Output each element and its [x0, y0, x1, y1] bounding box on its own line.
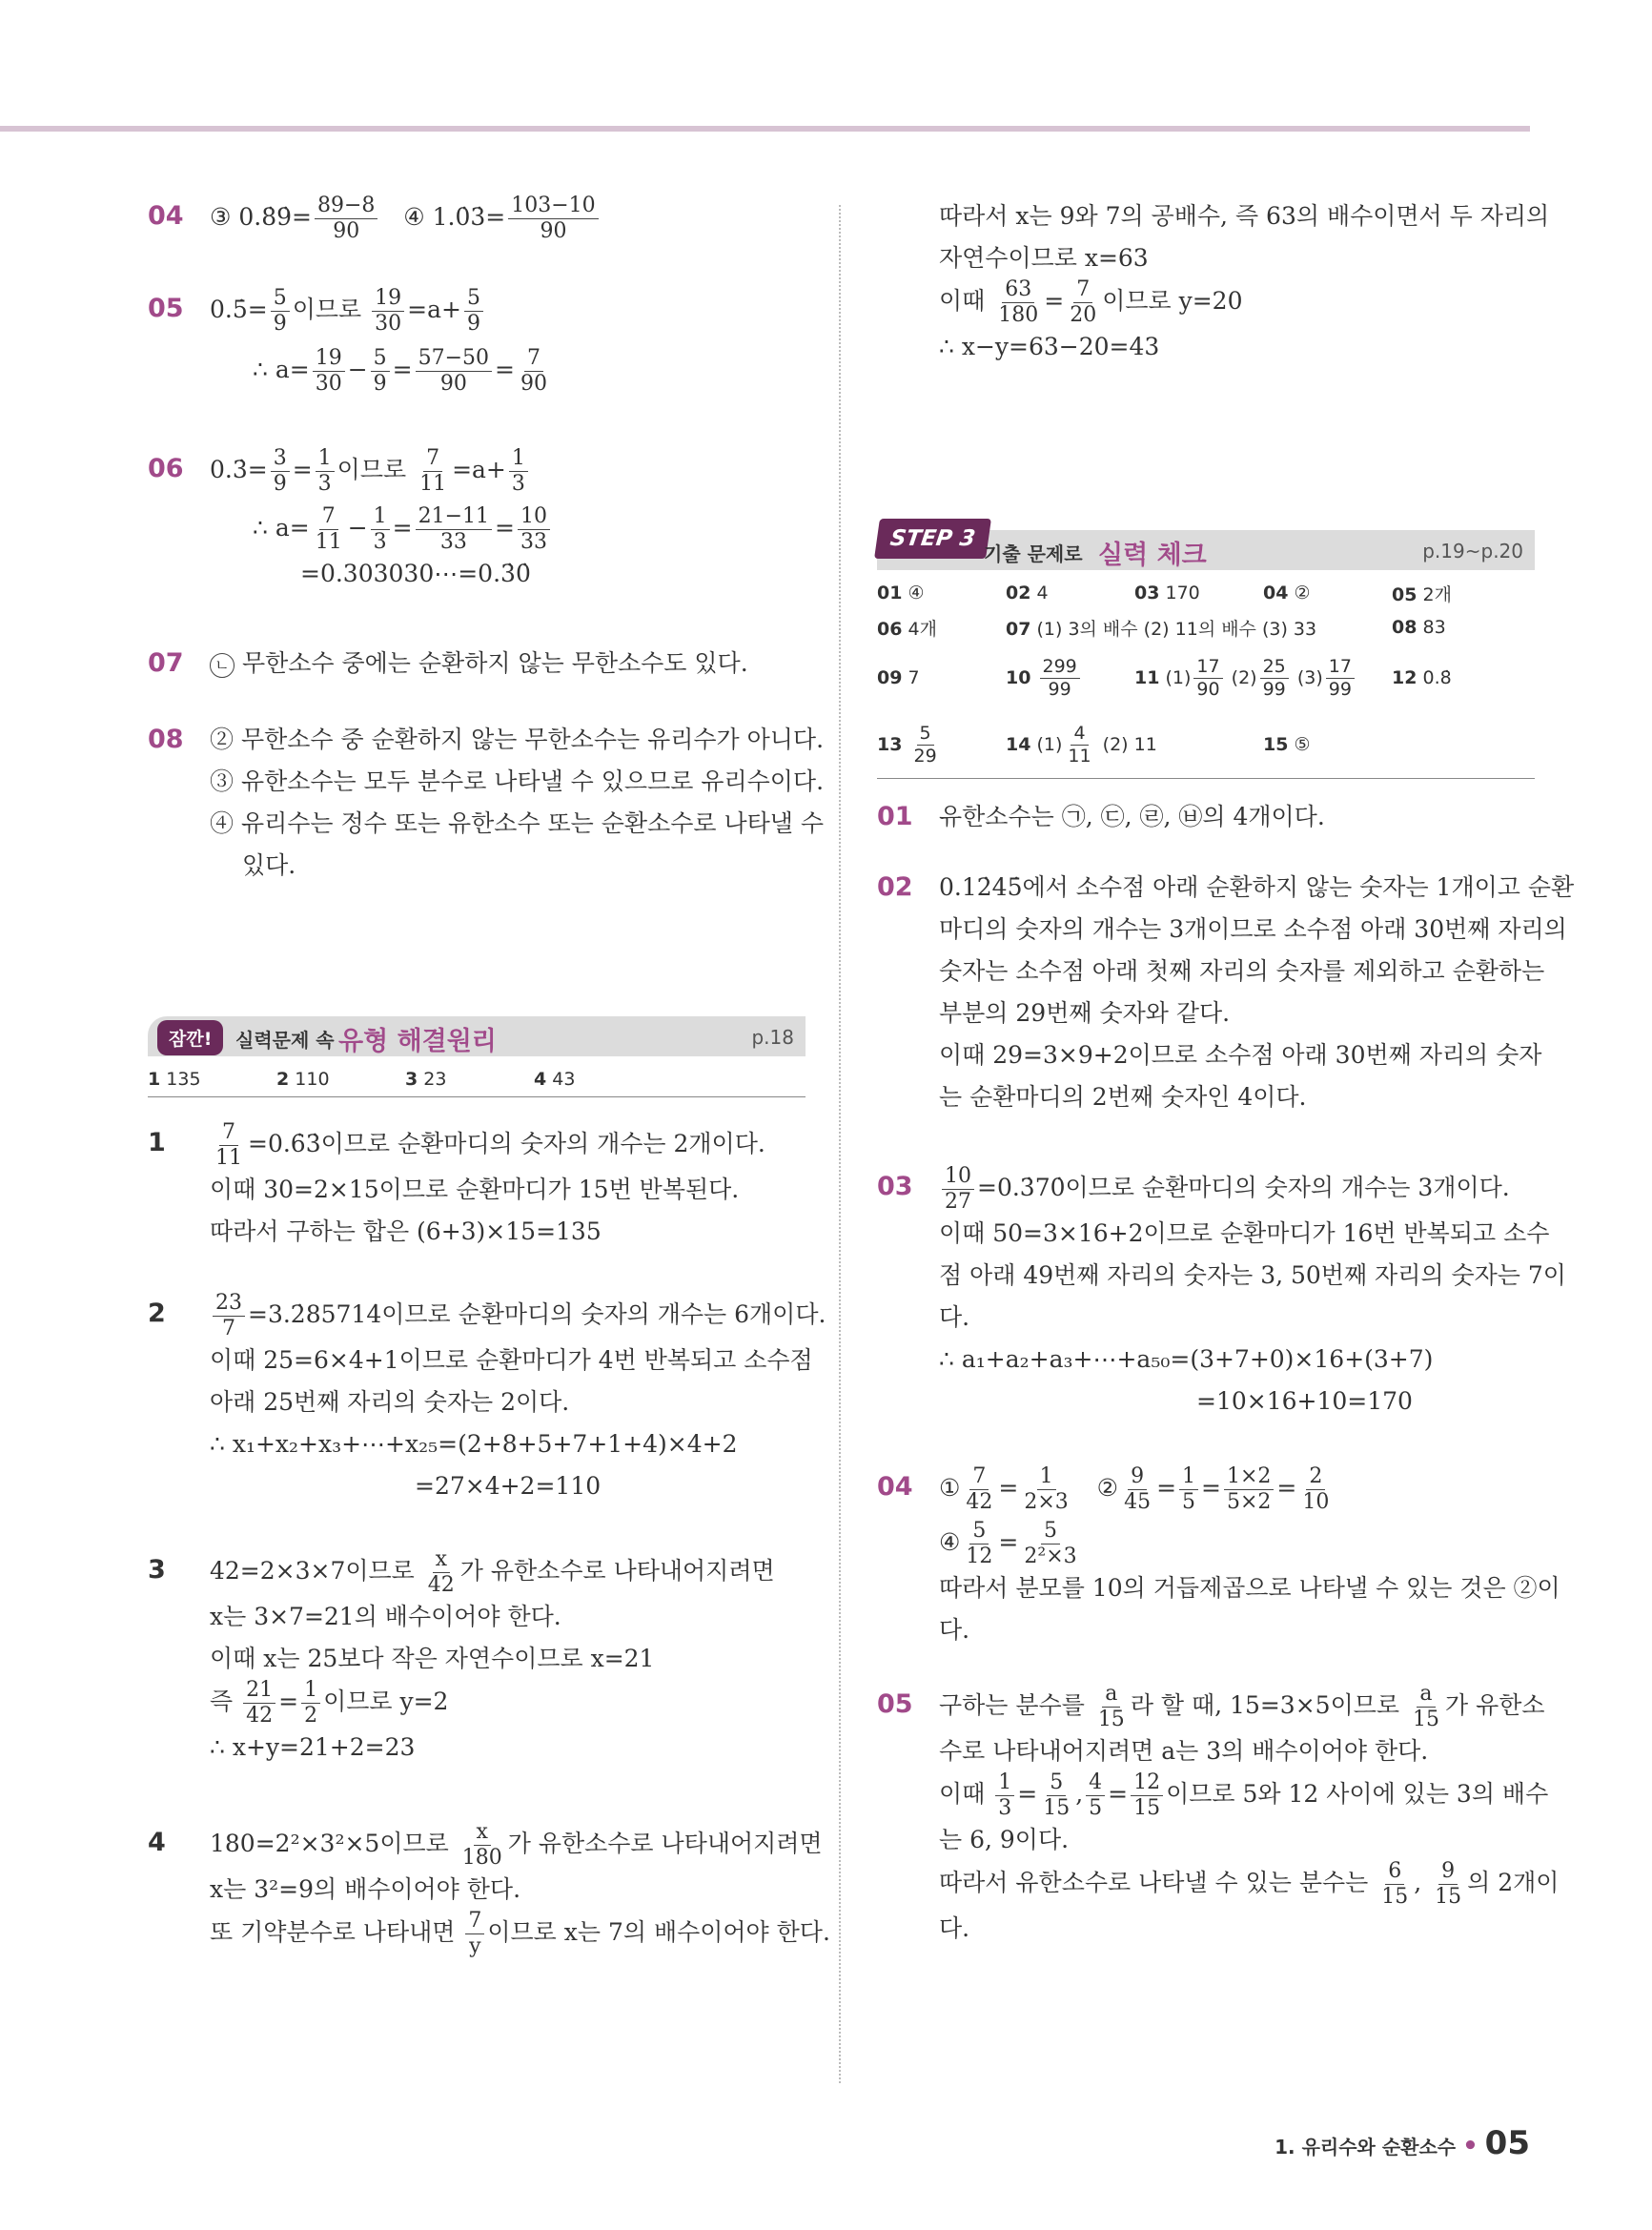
problem-number: 05 [877, 1689, 913, 1719]
answer-item: 05 2개 [1392, 583, 1452, 605]
answer-key [148, 1062, 806, 1097]
answer-item: 14 (1) $\frac{4}{11}$ (2) 11 [1006, 722, 1157, 767]
page-reference: p.18 [751, 1026, 794, 1049]
solution-r02: 02 0.12̇45̇에서 소수점 아래 순환하지 않는 숫자는 1개이고 순환 마디의 숫자의 개수는 3개이므로 소수점 아래 30번째 자리의 숫자는 소수점 아래 첫째 자리의 숫자를 제외하고 순환하는 부분의 29번째 숫자와 같다. 이때 29=3×9+2이므로 소수점 아래 30번째 자리의 숫자 는 순환마디의 2번째 숫자인 4이다. [877, 867, 1535, 1118]
tip-badge: 잠깐! [157, 1020, 223, 1055]
problem-number: 4 [148, 1828, 166, 1857]
circled-letter: ㄴ [210, 653, 235, 678]
problem-number: 04 [877, 1472, 913, 1502]
answer-item: 3 23 [405, 1069, 447, 1090]
column-divider [839, 205, 841, 2083]
solution-06: 06 0.3̇= $\frac{3}{9}$ = $\frac{1}{3}$ 이므로 $\frac{7}{11}$ =a+ $\frac{1}{3}$ ∴ a= $\frac{7}{11}$ − $\frac{1}{3}$ = $\frac{21-11}{33}$ = $\frac{10}{33}$ =0.303030⋯=0.3̇0̇ [148, 448, 806, 595]
solution-r01: 01 유한소수는 ㉠, ㉢, ㉣, ㉥의 4개이다. [877, 796, 1535, 838]
answer-item: 1 135 [148, 1069, 201, 1090]
top-rule [0, 126, 1530, 132]
answer-item: 04 ② [1263, 583, 1311, 604]
answer-item: 08 83 [1392, 617, 1446, 638]
answer-item: 13 $\frac{5}{29}$ [877, 722, 937, 767]
answer-item: 07 (1) 3의 배수 (2) 11의 배수 (3) 33 [1006, 618, 1317, 640]
problem-number: 04 [148, 201, 184, 231]
answer-item: 02 4 [1006, 583, 1049, 604]
solution-r04: 04 ① $\frac{7}{42}$ = $\frac{1}{2\times 3}$ ② $\frac{9}{45}$ = $\frac{1}{5}$ = $\frac{1\times 2}{5\times 2}$ = $\frac{2}{10}$ ④ $\frac{5}{12}$ = $\frac{5}{\text{2²×3}}$ 따라서 분모를 10의 거듭제곱으로 나타낼 수 있는 것은 ②이 다. [877, 1464, 1560, 1644]
problem-number: 07 [148, 648, 184, 678]
chapter-title: 1. 유리수와 순환소수 [1275, 2136, 1457, 2158]
step-badge: STEP 3 [874, 519, 991, 559]
answer-item: 15 ⑤ [1263, 734, 1311, 755]
problem-number: 05 [148, 294, 184, 323]
solution-04: 04 ③ 0.8̇9̇= $\frac{89-8}{90}$ ④ 1.0̇3̇= $\frac{103-10}{90}$ [148, 195, 806, 242]
answer-item: 06 4개 [877, 618, 937, 640]
problem-number: 02 [877, 872, 913, 902]
problem-number: 01 [877, 802, 913, 831]
fraction: $\frac{103-10}{90}$ [508, 195, 598, 242]
answer-item: 11 (1) $\frac{17}{90}$ (2) $\frac{25}{99}$ (3) $\frac{17}{99}$ [1134, 658, 1392, 699]
solution-05: 05 0.5̇= $\frac{5}{9}$ 이므로 $\frac{19}{30}$ =a+ $\frac{5}{9}$ ∴ a= $\frac{19}{30}$ − $\frac{5}{9}$ = $\frac{57-50}{90}$ = $\frac{7}{90}$ [148, 286, 547, 396]
solution-1: 1 $\frac{7}{11}$ =0.6̇3̇이므로 순환마디의 숫자의 개수는 2개이다. 이때 30=2×15이므로 순환마디가 15번 반복된다. 따라서 구하는 합은 (6+3)×15=135 [148, 1120, 765, 1245]
problem-number: 3 [148, 1555, 166, 1585]
answer-item: 12 0.8̇ [1392, 667, 1452, 688]
answer-item: 2 110 [276, 1069, 330, 1090]
solution-4: 4 180=2²×3²×5이므로 $\frac{x}{180}$ 가 유한소수로 나타내어지려면 x는 3²=9의 배수이어야 한다. 또 기약분수로 나타내면 $\frac{7}{y}$ 이므로 x는 7의 배수이어야 한다. [148, 1820, 830, 1958]
left-column [148, 194, 830, 1958]
footer-bullet: • [1462, 2132, 1479, 2160]
page-reference: p.19~p.20 [1422, 540, 1523, 563]
solution-r03: 03 $\frac{10}{27}$ =0.3̇70̇이므로 순환마디의 숫자의 개수는 3개이다. 이때 50=3×16+2이므로 순환마디가 16번 반복되고 소수 점 아래 49번째 자리의 숫자는 3, 50번째 자리의 숫자는 7이 다. ∴ a₁+a₂+a₃+⋯+a₅₀=(3+7+0)×16+(3+7) =10×16+10=170 [877, 1164, 1566, 1415]
problem-number: 03 [877, 1172, 913, 1201]
solution-r05: 05 구하는 분수를 $\frac{a}{15}$ 라 할 때, 15=3×5이므로 $\frac{a}{15}$ 가 유한소 수로 나타내어지려면 a는 3의 배수이어야 한다. 이때 $\frac{1}{3}$ = $\frac{5}{15}$ , $\frac{4}{5}$ = $\frac{12}{15}$ 이므로 5와 12 사이에 있는 3의 배수 는 6, 9이다. 따라서 유한소수로 나타낼 수 있는 분수는 $\frac{6}{15}$ , $\frac{9}{15}$ 의 2개이 다. [877, 1682, 1560, 1942]
fraction: $\frac{89-8}{90}$ [315, 195, 377, 242]
answer-item: 09 7 [877, 667, 920, 688]
problem-number: 06 [148, 454, 184, 483]
problem-number: 1 [148, 1128, 166, 1157]
problem-number: 2 [148, 1299, 166, 1328]
solution-07: 07 ㄴ 무한소수 중에는 순환하지 않는 무한소수도 있다. [148, 643, 806, 685]
right-column [877, 195, 1575, 1950]
section-banner-step3: STEP 3 기출 문제로 실력 체크 p.19~p.20 [877, 530, 1535, 570]
answer-item: 03 170 [1134, 583, 1200, 604]
answer-key [877, 576, 1535, 779]
solution-2: 2 $\frac{23}{7}$ =3.2̇85714̇이므로 순환마디의 숫자의 개수는 6개이다. 이때 25=6×4+1이므로 순환마디가 4번 반복되고 소수점 아래 25번째 자리의 숫자는 2이다. ∴ x₁+x₂+x₃+⋯+x₂₅=(2+8+5+7+1+4)×4+2 =27×4+2=110 [148, 1291, 826, 1500]
solution-08: 08 ② 무한소수 중 순환하지 않는 무한소수는 유리수가 아니다. ③ 유한소수는 모두 분수로 나타낼 수 있으므로 유리수이다. ④ 유리수는 정수 또는 유한소수 또는 순환소수로 나타낼 수 있다. [148, 719, 806, 887]
answer-item: 10 $\frac{299}{99}$ [1006, 658, 1134, 699]
page-number: 05 [1484, 2124, 1530, 2162]
solution-4-continued: 따라서 x는 9와 7의 공배수, 즉 63의 배수이면서 두 자리의 자연수이므로 x=63 이때 $\frac{63}{180}$ = $\frac{7}{20}$ 이므로 y=20 ∴ x−y=63−20=43 [939, 202, 1550, 360]
section-banner-tips: 잠깐! 실력문제 속 유형 해결원리 p.18 [148, 1016, 806, 1056]
problem-number: 08 [148, 725, 184, 754]
page-footer [1275, 2124, 1530, 2162]
solution-3: 3 42=2×3×7이므로 $\frac{x}{42}$ 가 유한소수로 나타내어지려면 x는 3×7=21의 배수이어야 한다. 이때 x는 25보다 작은 자연수이므로 x=21 즉 $\frac{21}{42}$ = $\frac{1}{2}$ 이므로 y=2 ∴ x+y=21+2=23 [148, 1547, 775, 1761]
answer-item: 4 43 [534, 1069, 576, 1090]
answer-item: 01 ④ [877, 583, 925, 604]
